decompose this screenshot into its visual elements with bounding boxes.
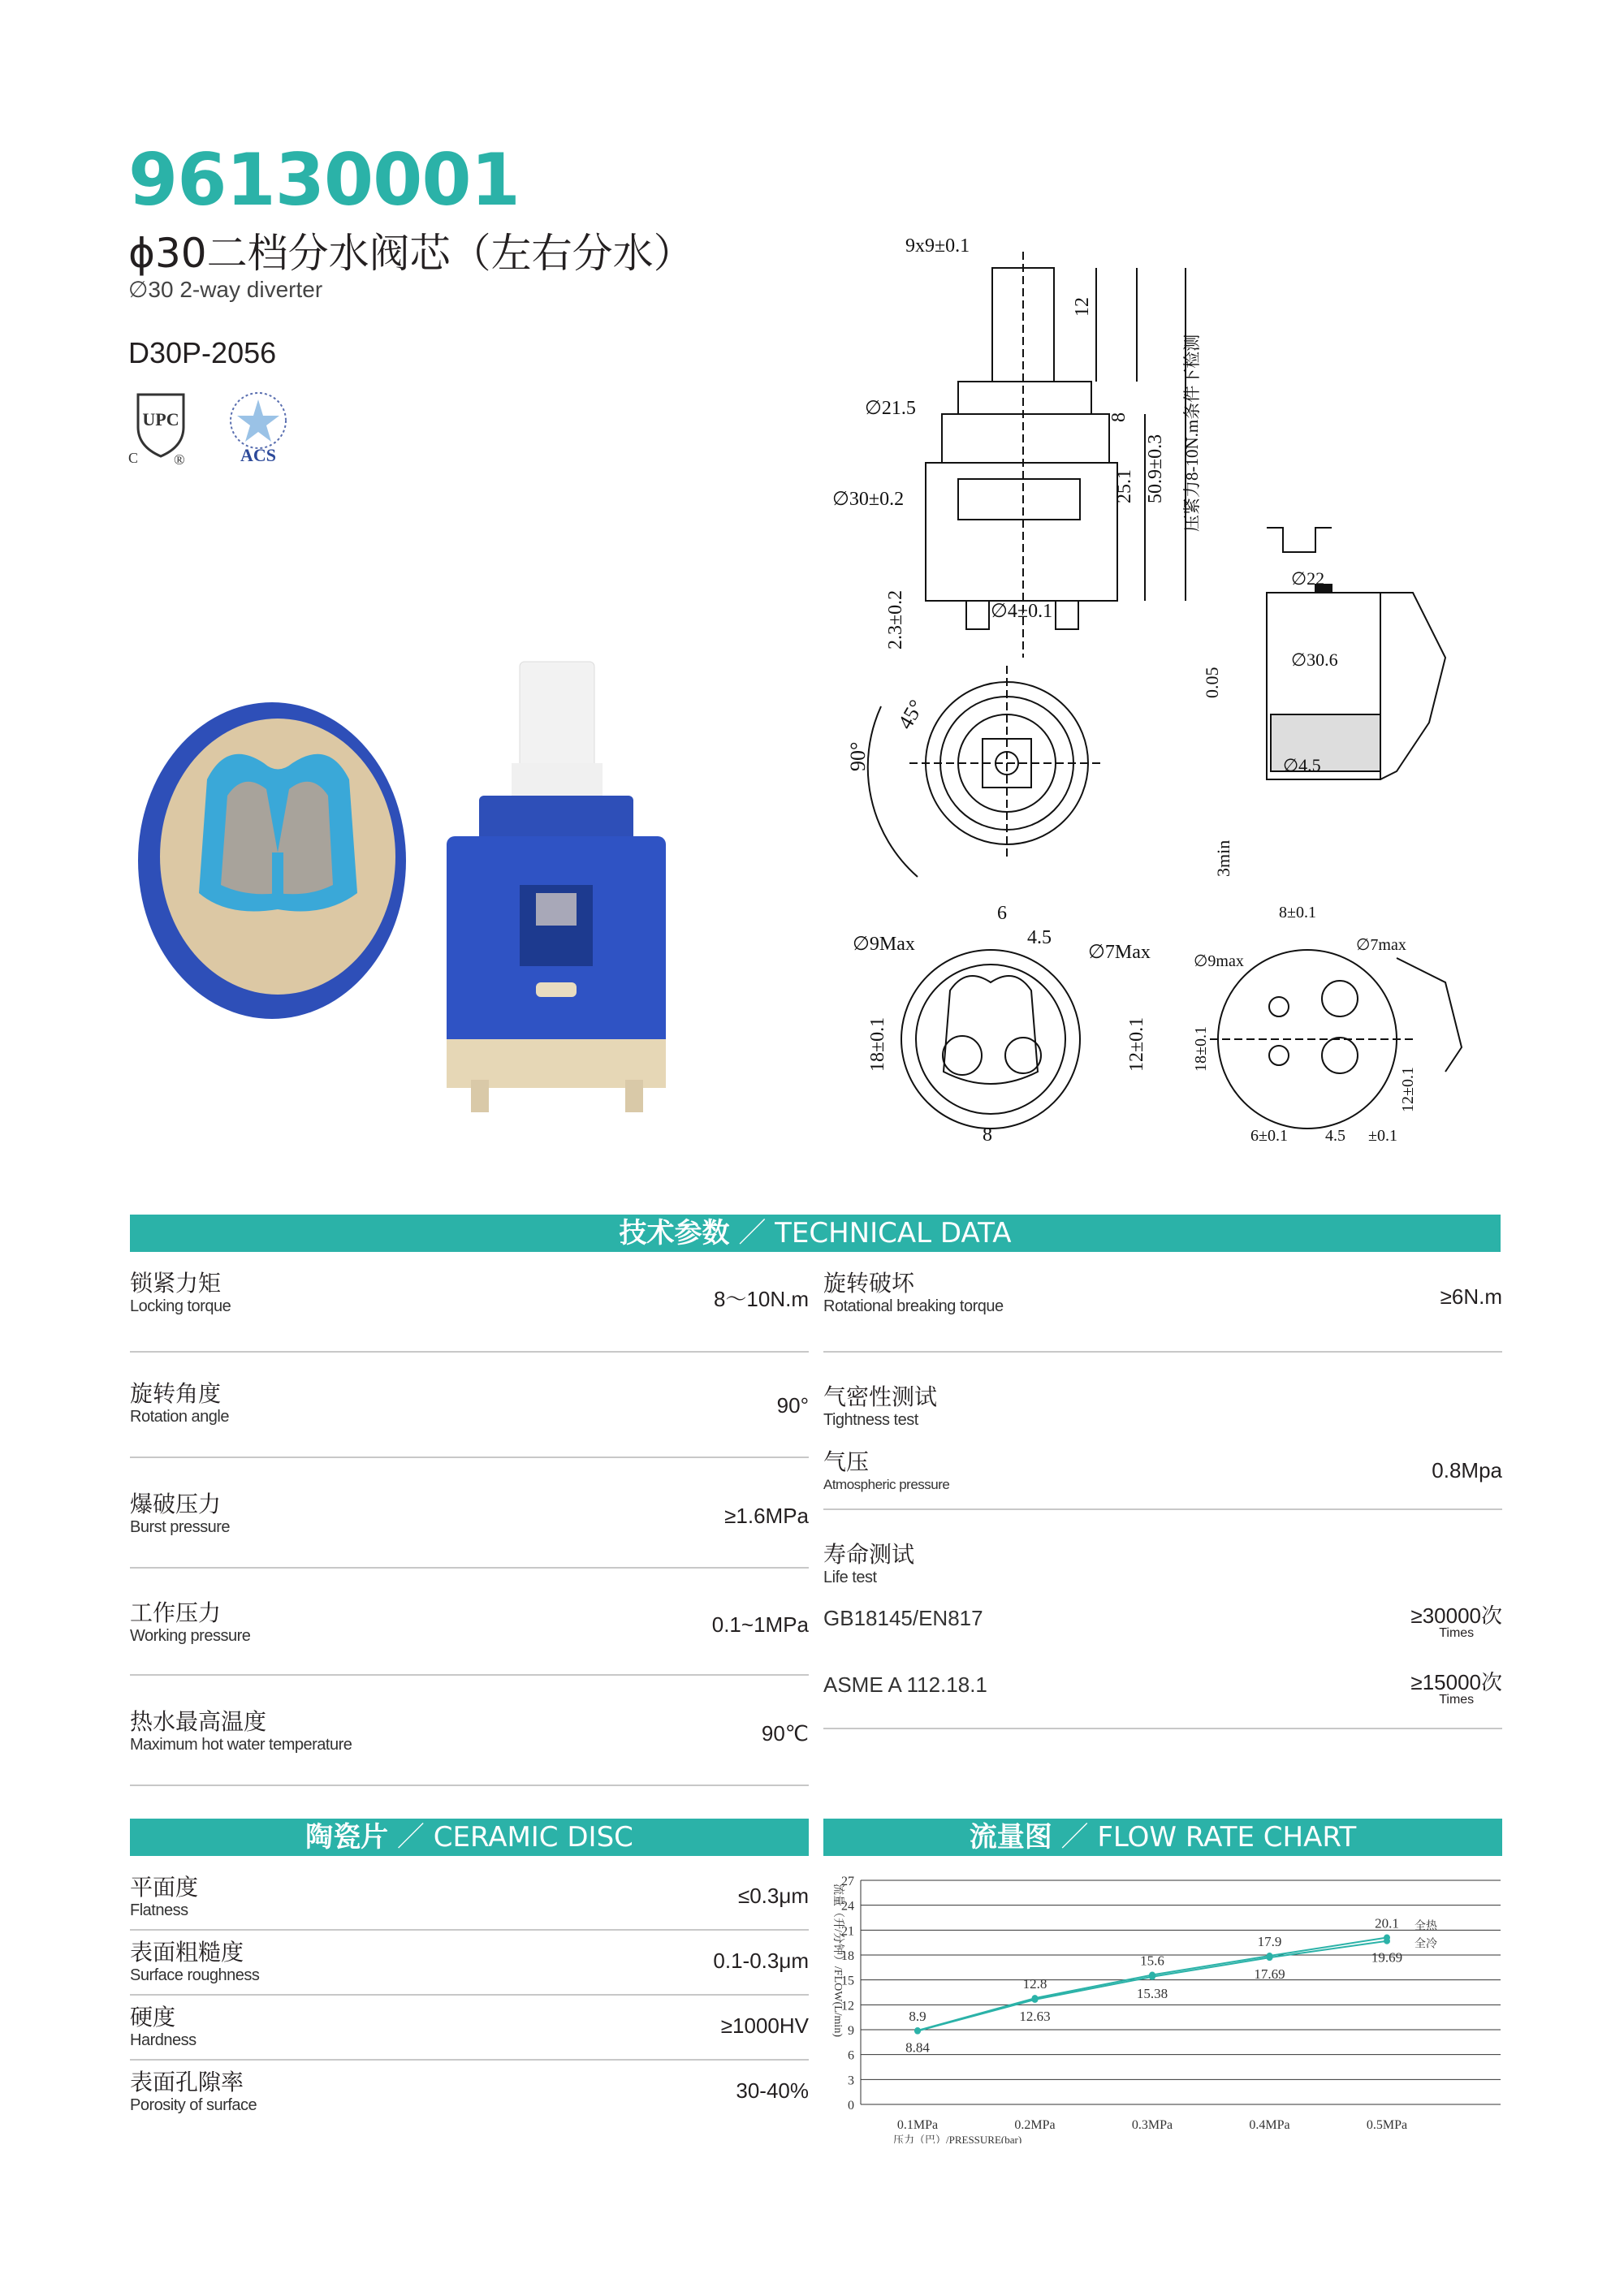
dim-d9max-hole: ∅9max <box>1194 952 1244 970</box>
y-axis-label: 流量（升/分钟）/FLOW(L/min) <box>831 1884 844 2037</box>
tech-value: 0.1~1MPa <box>711 1612 809 1637</box>
ceramic-row <box>130 2061 809 2124</box>
x-tick-label: 0.5MPa <box>1366 2118 1408 2132</box>
ceramic-title-sep: ／ <box>396 1821 425 1854</box>
technical-drawings <box>828 235 1543 1161</box>
dim-8-bottom: 8 <box>983 1124 992 1146</box>
product-title-cn: ϕ30二档分水阀芯（左右分水） <box>128 230 694 277</box>
tech-label-cn: 工作压力 <box>130 1599 222 1626</box>
dim-0-05: 0.05 <box>1202 667 1222 698</box>
top-view-drawing <box>868 666 1104 877</box>
dim-12: 12±0.1 <box>1126 1016 1147 1072</box>
x-tick-label: 0.4MPa <box>1249 2118 1290 2132</box>
dim-8-hole: 8±0.1 <box>1279 904 1316 921</box>
life-value-box <box>1410 1666 1502 1707</box>
data-label: 8.84 <box>905 2039 930 2056</box>
data-point <box>1149 1974 1155 1980</box>
upc-r-text: ® <box>174 451 185 468</box>
data-label: 15.6 <box>1140 1953 1164 1969</box>
dim-3min: 3min <box>1213 839 1233 877</box>
dim-4-5-hole: 4.5 <box>1325 1127 1345 1145</box>
tech-label-en: Atmospheric pressure <box>823 1477 950 1492</box>
tech-value: 90℃ <box>761 1721 809 1746</box>
tech-label-en: Maximum hot water temperature <box>130 1736 352 1754</box>
tech-label-cn: 旋转破坏 <box>823 1270 915 1297</box>
tech-row <box>823 1416 1502 1510</box>
legend-label: 全热 <box>1415 1920 1437 1933</box>
tech-group-title <box>823 1353 1502 1429</box>
dim-50-9: 50.9±0.3 <box>1145 434 1166 503</box>
acs-seal-icon <box>218 388 299 469</box>
flow-title-en: FLOW RATE CHART <box>1097 1821 1357 1854</box>
y-tick-label: 3 <box>848 2074 854 2088</box>
tech-label-cn: 旋转角度 <box>130 1380 222 1407</box>
dim-6: 6 <box>997 903 1007 924</box>
tech-right-column <box>823 1267 1502 1729</box>
tech-title-sep: ／ <box>738 1217 767 1249</box>
dim-d30: ∅30±0.2 <box>832 489 905 510</box>
flow-chart-svg <box>820 1867 1510 2143</box>
tech-value: ≥1.6MPa <box>724 1504 809 1528</box>
life-row <box>823 1638 1502 1729</box>
data-point <box>1267 1954 1273 1961</box>
ceramic-label-cn: 表面孔隙率 <box>130 2069 244 2095</box>
upc-logo <box>120 388 201 469</box>
data-label: 17.9 <box>1257 1934 1282 1950</box>
ceramic-label-en: Porosity of surface <box>130 2096 257 2114</box>
data-point <box>914 2028 921 2035</box>
dim-4-5: 4.5 <box>1027 927 1052 948</box>
product-code: D30P-2056 <box>128 336 277 369</box>
ceramic-title-en: CERAMIC DISC <box>433 1821 633 1854</box>
data-label: 8.9 <box>909 2009 926 2025</box>
data-label: 19.69 <box>1371 1949 1403 1966</box>
tech-label-en: Life test <box>823 1569 877 1586</box>
tech-label-en: Burst pressure <box>130 1518 231 1536</box>
tech-value: ≥6N.m <box>1440 1284 1502 1309</box>
tech-label-en: Rotational breaking torque <box>823 1297 1004 1315</box>
acs-text: ACS <box>240 445 277 465</box>
ceramic-row <box>130 1867 809 1931</box>
dim-18-hole: 18±0.1 <box>1192 1026 1210 1072</box>
tech-value: 8～10N.m <box>713 1287 809 1311</box>
note-torque-test: 压紧力8-10N.m条件下检测 <box>1182 334 1202 532</box>
dim-25-1: 25.1 <box>1114 469 1135 503</box>
ceramic-label-cn: 平面度 <box>130 1874 199 1901</box>
dim-d7max: ∅7Max <box>1088 942 1151 963</box>
ceramic-table <box>130 1867 809 2124</box>
tech-label-cn: 气密性测试 <box>823 1383 938 1410</box>
dim-8-top: 8 <box>1108 412 1129 422</box>
dim-6-hole: 6±0.1 <box>1250 1127 1288 1145</box>
bottom-view-drawing <box>901 950 1080 1129</box>
tech-row <box>130 1267 809 1353</box>
tech-label-cn: 热水最高温度 <box>130 1708 267 1735</box>
y-tick-label: 9 <box>848 2024 854 2038</box>
ceramic-row <box>130 1996 809 2061</box>
tech-value: 90° <box>776 1393 809 1418</box>
tech-row <box>130 1353 809 1458</box>
product-photo <box>130 650 698 1137</box>
dim-d7max-hole: ∅7max <box>1356 936 1406 954</box>
life-unit: Times <box>1439 1693 1475 1707</box>
tech-row <box>130 1458 809 1569</box>
model-number: 96130001 <box>128 138 520 222</box>
dim-9x9: 9x9±0.1 <box>905 235 970 257</box>
y-tick-label: 12 <box>841 1999 854 2013</box>
y-tick-label: 21 <box>841 1924 854 1939</box>
dim-2-3: 2.3±0.2 <box>885 589 906 650</box>
life-standard: ASME A 112.18.1 <box>823 1672 987 1697</box>
ceramic-label-en: Surface roughness <box>130 1966 260 1984</box>
tech-data-header <box>130 1215 1501 1252</box>
tech-label-en: Locking torque <box>130 1297 231 1315</box>
tech-label-cn: 锁紧力矩 <box>130 1270 222 1297</box>
ceramic-value: 30-40% <box>736 2078 809 2103</box>
flow-title-cn: 流量图 <box>969 1821 1052 1854</box>
tech-label-cn: 寿命测试 <box>823 1541 915 1568</box>
upc-c-text: C <box>128 450 139 466</box>
ceramic-label-en: Hardness <box>130 2031 197 2049</box>
life-value-box <box>1410 1599 1502 1641</box>
data-label: 17.69 <box>1254 1966 1285 1983</box>
acs-logo <box>218 388 299 469</box>
product-title-en: ∅30 2-way diverter <box>128 277 323 302</box>
tech-row <box>130 1569 809 1676</box>
life-row <box>823 1573 1502 1638</box>
tech-row <box>130 1676 809 1786</box>
x-axis-label: 压力（巴）/PRESSURE(bar) <box>893 2134 1022 2143</box>
tech-group-title <box>823 1510 1502 1586</box>
legend-label: 全冷 <box>1415 1938 1437 1951</box>
hole-pattern-drawing <box>1210 950 1462 1129</box>
dim-45deg: 45° <box>893 695 929 733</box>
dim-90deg: 90° <box>846 741 870 771</box>
tech-row <box>823 1267 1502 1353</box>
tech-value: 0.8Mpa <box>1432 1458 1502 1482</box>
x-tick-label: 0.3MPa <box>1131 2118 1173 2132</box>
data-label: 20.1 <box>1375 1915 1399 1931</box>
data-point <box>1384 1938 1390 1944</box>
ceramic-value: ≤0.3μm <box>737 1884 809 1908</box>
tech-label-cn: 爆破压力 <box>130 1491 222 1517</box>
data-label: 12.63 <box>1019 2008 1051 2024</box>
dim-d21-5: ∅21.5 <box>865 398 916 419</box>
data-point <box>1032 1996 1039 2003</box>
ceramic-label-cn: 表面粗糙度 <box>130 1939 244 1966</box>
flow-chart <box>820 1867 1510 2143</box>
dim-d9max: ∅9Max <box>853 934 915 955</box>
tech-label-en: Rotation angle <box>130 1408 229 1426</box>
ceramic-label-en: Flatness <box>130 1901 188 1919</box>
y-tick-label: 24 <box>841 1899 854 1914</box>
y-tick-label: 18 <box>841 1949 854 1963</box>
upc-text: UPC <box>142 409 179 429</box>
x-tick-label: 0.2MPa <box>1014 2118 1056 2132</box>
life-unit: Times <box>1439 1626 1475 1640</box>
data-label: 12.8 <box>1022 1976 1047 1992</box>
dim-d4-5: ∅4.5 <box>1283 755 1321 775</box>
y-tick-label: 15 <box>841 1974 854 1988</box>
tech-left-column <box>130 1267 809 1786</box>
ceramic-row <box>130 1931 809 1996</box>
data-label: 15.38 <box>1136 1985 1168 2001</box>
upc-shield-icon <box>120 388 201 469</box>
ceramic-value: ≥1000HV <box>720 2013 809 2038</box>
dim-tol-hole: ±0.1 <box>1368 1127 1397 1145</box>
tech-title-cn: 技术参数 <box>619 1217 730 1249</box>
life-value: ≥30000次 <box>1410 1603 1502 1628</box>
tech-title-en: TECHNICAL DATA <box>775 1217 1012 1249</box>
y-tick-label: 6 <box>848 2048 854 2063</box>
flow-header <box>823 1819 1502 1856</box>
dim-18: 18±0.1 <box>867 1016 888 1072</box>
dim-d22: ∅22 <box>1291 568 1325 589</box>
ceramic-header <box>130 1819 809 1856</box>
life-standard: GB18145/EN817 <box>823 1606 983 1630</box>
y-tick-label: 27 <box>841 1875 854 1888</box>
dim-d30-6: ∅30.6 <box>1291 650 1338 670</box>
dim-12: 12 <box>1072 297 1093 317</box>
ceramic-label-cn: 硬度 <box>130 2004 176 2031</box>
dim-12-hole: 12±0.1 <box>1399 1067 1417 1112</box>
life-value: ≥15000次 <box>1410 1670 1502 1694</box>
y-tick-label: 0 <box>848 2099 854 2113</box>
ceramic-title-cn: 陶瓷片 <box>305 1821 389 1854</box>
tech-label-en: Tightness test <box>823 1411 918 1429</box>
dim-d4: ∅4±0.1 <box>991 601 1053 622</box>
tech-label-en: Working pressure <box>130 1627 251 1645</box>
tech-label-cn: 气压 <box>823 1448 870 1475</box>
flow-title-sep: ／ <box>1060 1821 1089 1854</box>
ceramic-value: 0.1-0.3μm <box>713 1949 809 1973</box>
x-tick-label: 0.1MPa <box>896 2118 939 2132</box>
